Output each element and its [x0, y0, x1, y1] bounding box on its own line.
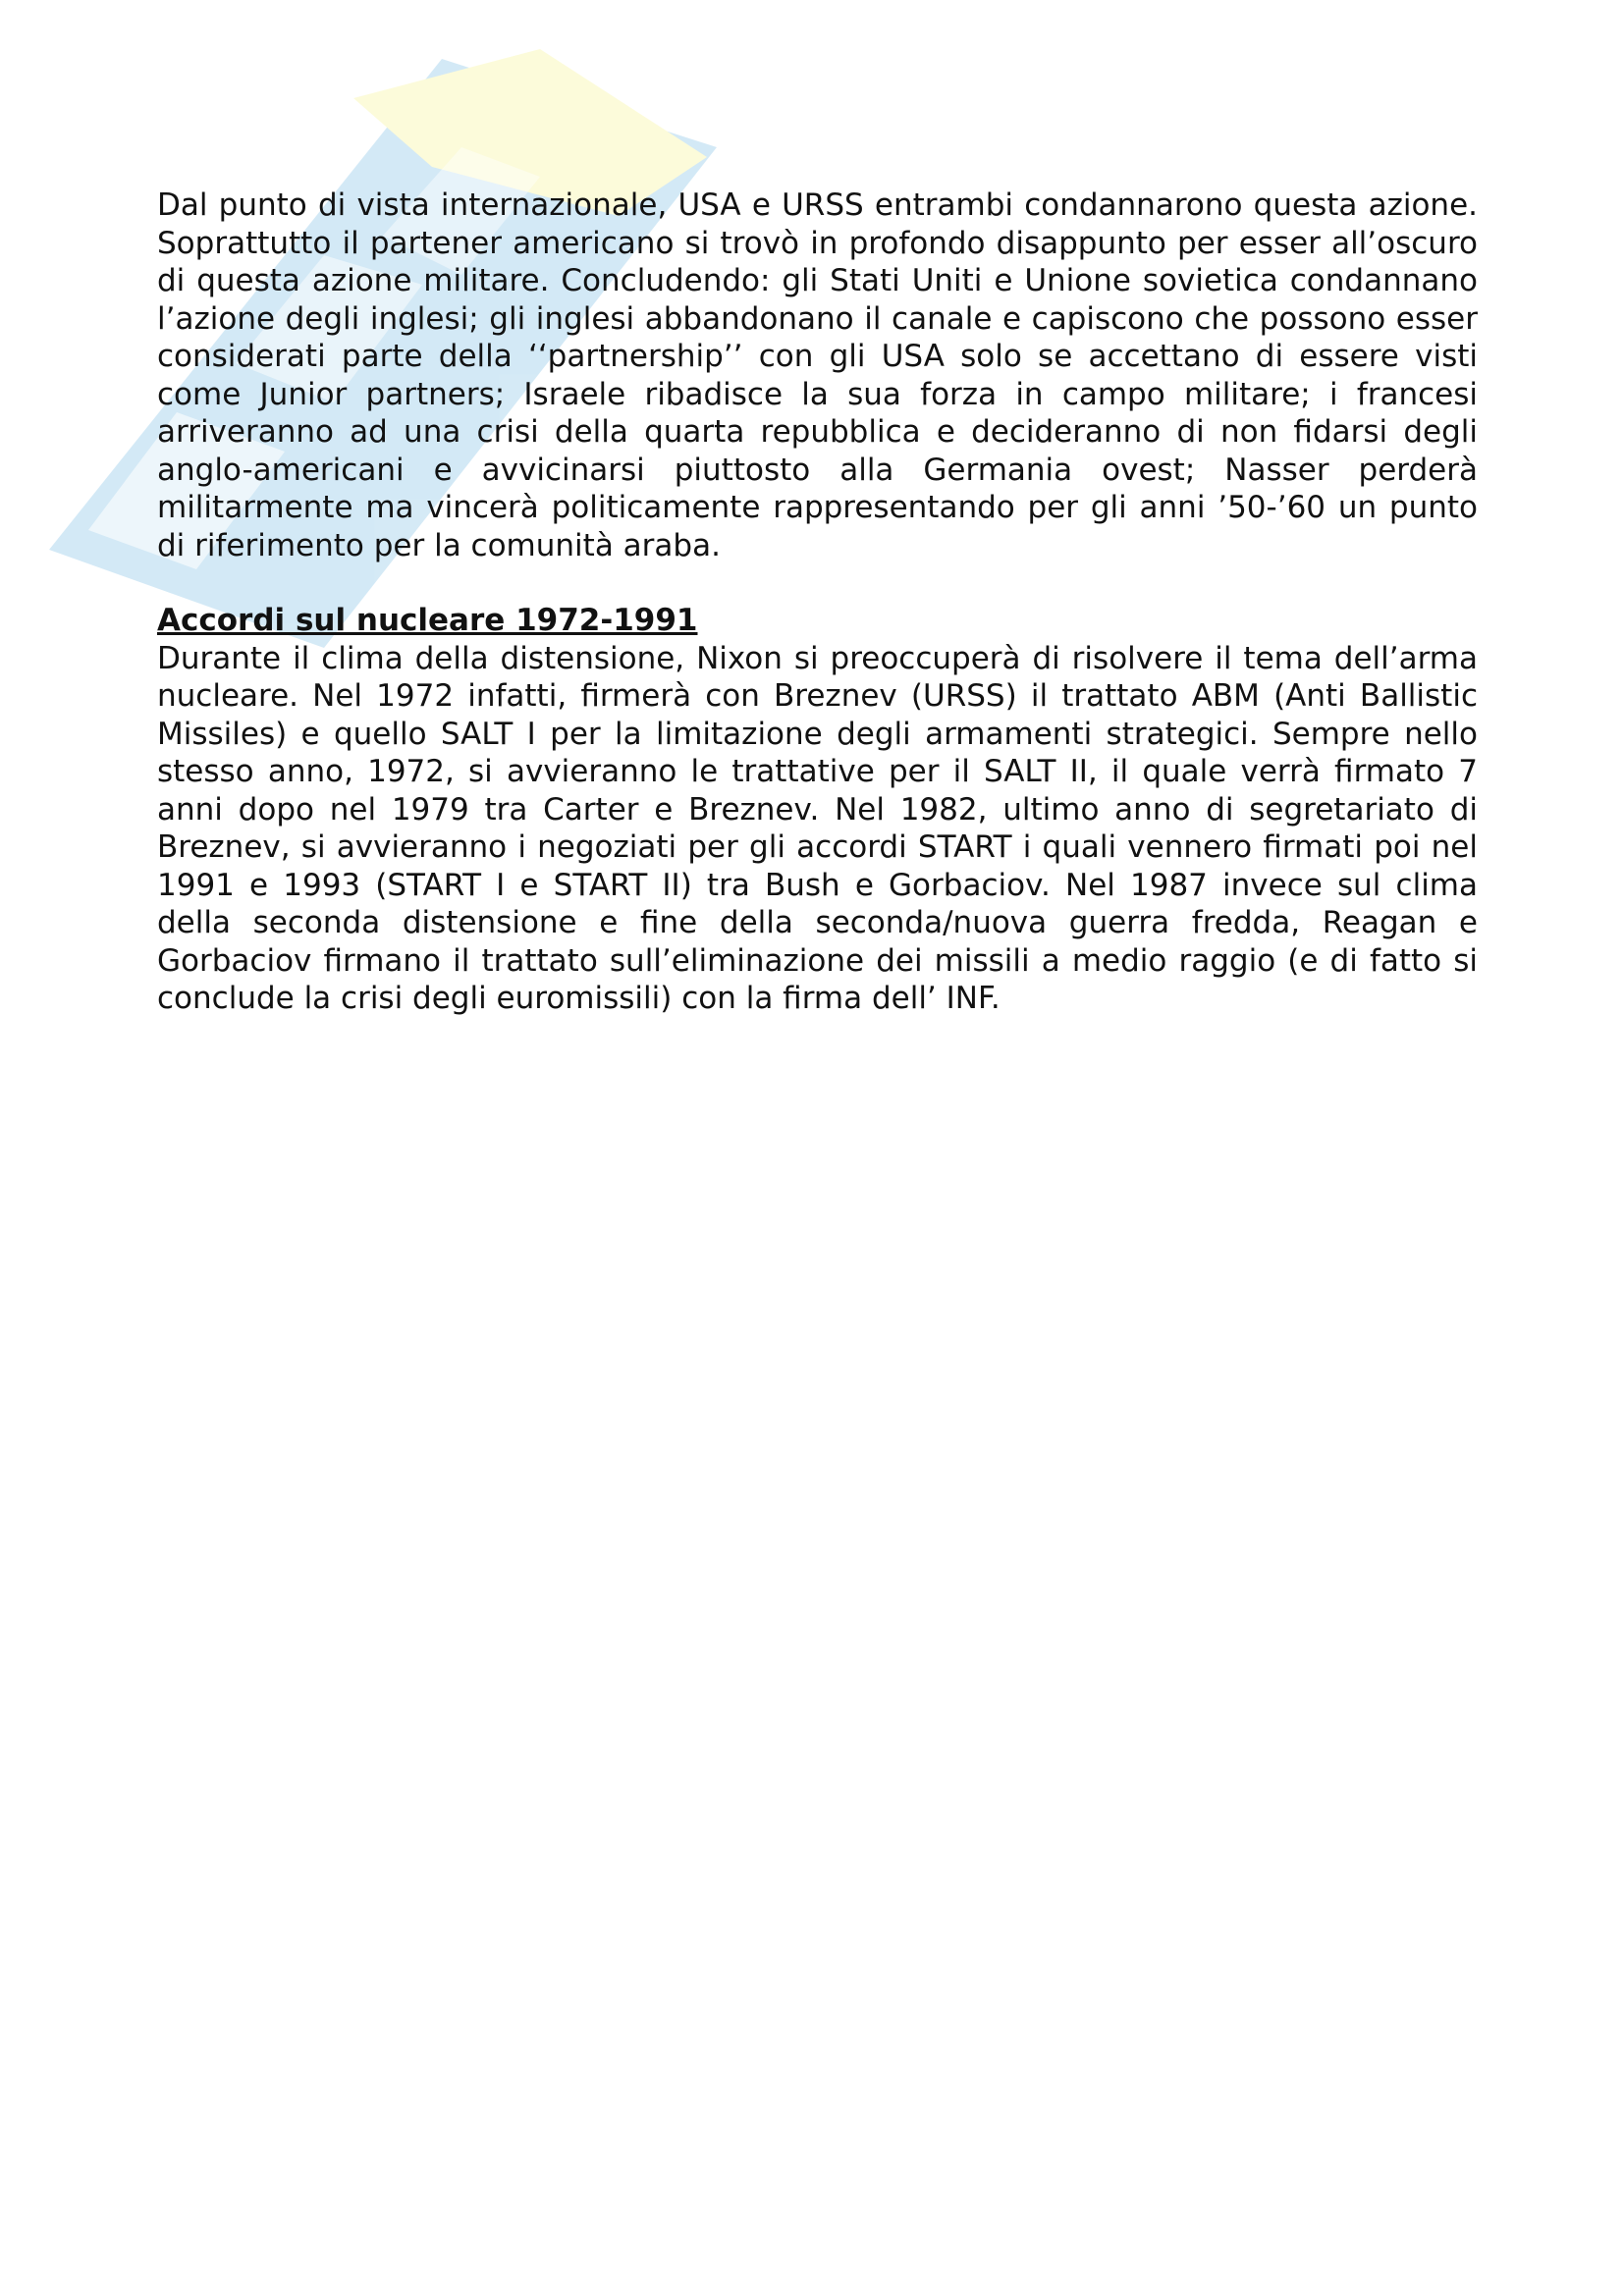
intro-paragraph: Dal punto di vista internazionale, USA e URSS entrambi condannarono questa azione. Soprattutto il partener americano si trovò in profondo disappunto per esser all’oscuro di questa azione militare. Concludendo: gli Stati Uniti e Unione sovietica condannano l’azione degli inglesi; gli inglesi abbandonano il canale e capiscono che possono esser considerati parte della ‘‘partnership’’ con gli USA solo se accettano di essere visti come Junior partners; Israele ribadisce la sua forza in campo militare; i francesi arriveranno ad una crisi della quarta repubblica e decideranno di non fidarsi degli anglo-americani e avvicinarsi piuttosto alla Germania ovest; Nasser perderà militarmente ma vincerà politicamente rappresentando per gli anni ’50-’60 un punto di riferimento per la comunità araba.: [157, 187, 1478, 563]
section-paragraph: Durante il clima della distensione, Nixon si preoccuperà di risolvere il tema dell’arma nucleare. Nel 1972 infatti, firmerà con Breznev (URSS) il trattato ABM (Anti Ballistic Missiles) e quello SALT I per la limitazione degli armamenti strategici. Sempre nello stesso anno, 1972, si avvieranno le trattative per il SALT II, il quale verrà firmato 7 anni dopo nel 1979 tra Carter e Breznev. Nel 1982, ultimo anno di segretariato di Breznev, si avvieranno i negoziati per gli accordi START i quali vennero firmati poi nel 1991 e 1993 (START I e START II) tra Bush e Gorbaciov. Nel 1987 invece sul clima della seconda distensione e fine della seconda/nuova guerra fredda, Reagan e Gorbaciov firmano il trattato sull’eliminazione dei missili a medio raggio (e di fatto si conclude la crisi degli euromissili) con la firma dell’ INF.: [157, 640, 1478, 1016]
document-page: [157, 187, 1478, 1018]
section-heading: Accordi sul nucleare 1972-1991: [157, 603, 698, 638]
